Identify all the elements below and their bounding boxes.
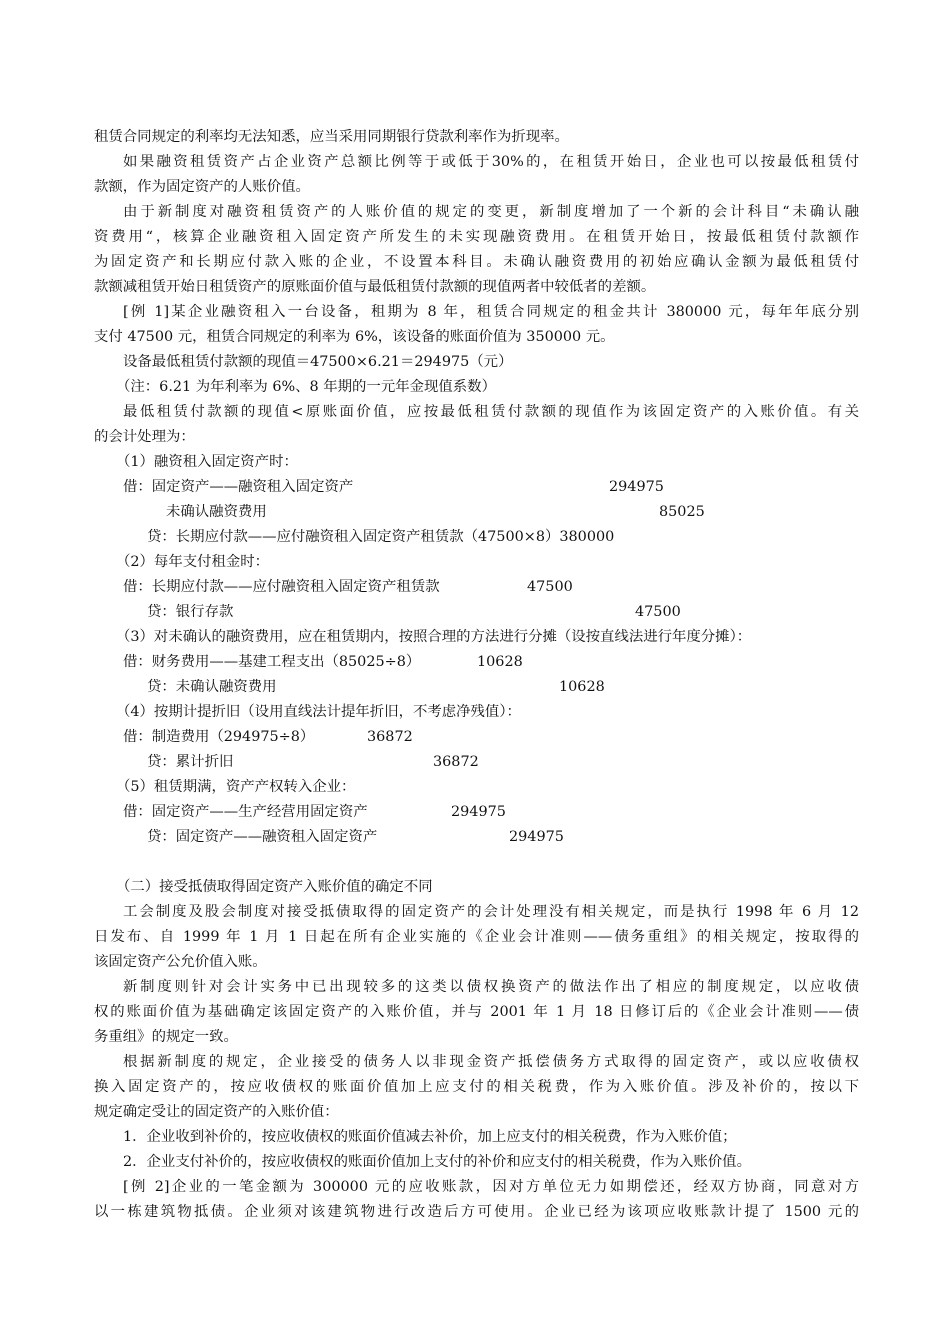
step-heading: （2）每年支付租金时： — [116, 554, 270, 570]
note-text: （注：6.21 为年利率为 6%、8 年期的一元年金现值系数） — [116, 379, 496, 395]
text-line — [0, 901, 950, 923]
paragraph-text: 规定确定受让的固定资产的入账价值： — [94, 1104, 339, 1120]
text-line — [0, 351, 950, 373]
text-line — [0, 201, 950, 223]
text-line — [0, 951, 950, 973]
paragraph-text: [例 1]某企业融资租入一台设备，租期为 8 年，租赁合同规定的租金共计 380000 元，每年年底分别 — [123, 304, 859, 320]
paragraph-text: 该固定资产公允价值入账。 — [94, 954, 267, 970]
journal-entry-row — [0, 501, 950, 523]
paragraph-text: 换入固定资产的，按应收债权的账面价值加上应支付的相关税费，作为入账价值。涉及补价的，按以下 — [94, 1079, 859, 1095]
step-heading: （1）融资租入固定资产时： — [116, 454, 298, 470]
entry-account: 贷：累计折旧 — [147, 754, 234, 770]
entry-account: 借：固定资产——融资租入固定资产 — [123, 479, 354, 495]
entry-account: 贷：银行存款 — [147, 604, 234, 620]
text-line — [0, 926, 950, 948]
paragraph-text: 根据新制度的规定，企业接受的债务人以非现金资产抵偿债务方式取得的固定资产，或以应收债权 — [123, 1054, 859, 1070]
text-line — [0, 251, 950, 273]
entry-account: 借：固定资产——生产经营用固定资产 — [123, 804, 368, 820]
text-line — [0, 626, 950, 648]
section-heading-text: （二）接受抵债取得固定资产入账价值的确定不同 — [116, 879, 433, 895]
entry-account: 借：财务费用——基建工程支出（85025÷8） — [123, 654, 421, 670]
text-line — [0, 976, 950, 998]
text-line — [0, 126, 950, 148]
paragraph-text: 最低租赁付款额的现值<原账面价值，应按最低租赁付款额的现值作为该固定资产的入账价值。有关 — [123, 404, 859, 420]
formula-text: 设备最低租赁付款额的现值＝47500×6.21＝294975（元） — [123, 354, 513, 370]
paragraph-text: 务重组》的规定一致。 — [94, 1029, 238, 1045]
text-line — [0, 1151, 950, 1173]
entry-amount: 47500 — [635, 604, 681, 620]
entry-amount: 10628 — [477, 654, 523, 670]
paragraph-text: 日发布、自 1999 年 1 月 1 日起在所有企业实施的《企业会计准则——债务重组》的相关规定，按取得的 — [94, 929, 859, 945]
journal-entry-row — [0, 826, 950, 848]
section-heading — [0, 876, 950, 898]
journal-entry-row — [0, 726, 950, 748]
journal-entry-row — [0, 476, 950, 498]
paragraph-text: 资费用“，核算企业融资租入固定资产所发生的未实现融资费用。在租赁开始日，按最低租赁付款额作 — [94, 229, 859, 245]
journal-entry-row — [0, 751, 950, 773]
step-heading: （4）按期计提折旧（设用直线法计提年折旧，不考虑净残值）： — [116, 704, 521, 720]
paragraph-text: 如果融资租赁资产占企业资产总额比例等于或低于30%的，在租赁开始日，企业也可以按最低租赁付 — [123, 154, 859, 170]
journal-entry-row — [0, 526, 950, 548]
journal-entry-row — [0, 801, 950, 823]
paragraph-text: 为固定资产和长期应付款入账的企业，不设置本科目。未确认融资费用的初始应确认金额为最低租赁付 — [94, 254, 859, 270]
text-line — [0, 276, 950, 298]
entry-account: 贷：未确认融资费用 — [147, 679, 277, 695]
paragraph-text: 以一栋建筑物抵债。企业须对该建筑物进行改造后方可使用。企业已经为该项应收账款计提了 1500 元的 — [94, 1204, 859, 1220]
text-line — [0, 1051, 950, 1073]
paragraph-text: 权的账面价值为基础确定该固定资产的入账价值，并与 2001 年 1 月 18 日修订后的《企业会计准则——债 — [94, 1004, 859, 1020]
text-line — [0, 1076, 950, 1098]
text-line — [0, 151, 950, 173]
entry-amount: 47500 — [527, 579, 573, 595]
paragraph-text: 款额，作为固定资产的人账价值。 — [94, 179, 310, 195]
entry-account: 借：制造费用（294975÷8） — [123, 729, 315, 745]
entry-account: 未确认融资费用 — [166, 504, 267, 520]
journal-entry-row — [0, 601, 950, 623]
text-line — [0, 1101, 950, 1123]
text-line — [0, 701, 950, 723]
paragraph-text: 新制度则针对会计实务中已出现较多的这类以债权换资产的做法作出了相应的制度规定，以应收债 — [123, 979, 859, 995]
entry-amount: 294975 — [451, 804, 506, 820]
step-heading: （3）对未确认的融资费用，应在租赁期内，按照合理的方法进行分摊（设按直线法进行年度分摊）： — [116, 629, 752, 645]
journal-entry-row — [0, 676, 950, 698]
paragraph-text: 支付 47500 元，租赁合同规定的利率为 6%，该设备的账面价值为 350000 元。 — [94, 329, 615, 345]
text-line — [0, 176, 950, 198]
list-item: 1．企业收到补价的，按应收债权的账面价值减去补价，加上应支付的相关税费，作为入账价值； — [123, 1129, 737, 1145]
text-line — [0, 776, 950, 798]
paragraph-text: 租赁合同规定的利率均无法知悉，应当采用同期银行贷款利率作为折现率。 — [94, 129, 569, 145]
text-line — [0, 1001, 950, 1023]
list-item: 2．企业支付补价的，按应收债权的账面价值加上支付的补价和应支付的相关税费，作为入账价值。 — [123, 1154, 751, 1170]
paragraph-text: 工会制度及股会制度对接受抵债取得的固定资产的会计处理没有相关规定，而是执行 1998 年 6 月 12 — [123, 904, 859, 920]
text-line — [0, 1026, 950, 1048]
entry-amount: 294975 — [609, 479, 664, 495]
entry-account: 贷：长期应付款——应付融资租入固定资产租赁款（47500×8）380000 — [147, 529, 615, 545]
entry-amount: 294975 — [509, 829, 564, 845]
entry-amount: 36872 — [367, 729, 413, 745]
text-line — [0, 551, 950, 573]
text-line — [0, 376, 950, 398]
step-heading: （5）租赁期满，资产产权转入企业： — [116, 779, 356, 795]
entry-account: 贷：固定资产——融资租入固定资产 — [147, 829, 378, 845]
text-line — [0, 1126, 950, 1148]
paragraph-text: 的会计处理为： — [94, 429, 195, 445]
text-line — [0, 401, 950, 423]
paragraph-text: 款额减租赁开始日租赁资产的原账面价值与最低租赁付款额的现值两者中较低者的差额。 — [94, 279, 656, 295]
entry-amount: 85025 — [659, 504, 705, 520]
text-line — [0, 226, 950, 248]
entry-account: 借：长期应付款——应付融资租入固定资产租赁款 — [123, 579, 440, 595]
text-line — [0, 1201, 950, 1223]
text-line — [0, 301, 950, 323]
text-line — [0, 451, 950, 473]
text-line — [0, 426, 950, 448]
journal-entry-row — [0, 651, 950, 673]
paragraph-text: 由于新制度对融资租赁资产的人账价值的规定的变更，新制度增加了一个新的会计科目“未确认融 — [123, 204, 859, 220]
entry-amount: 10628 — [559, 679, 605, 695]
journal-entry-row — [0, 576, 950, 598]
text-line — [0, 1176, 950, 1198]
entry-amount: 36872 — [433, 754, 479, 770]
text-line — [0, 326, 950, 348]
paragraph-text: [例 2]企业的一笔金额为 300000 元的应收账款，因对方单位无力如期偿还，经双方协商，同意对方 — [123, 1179, 859, 1195]
